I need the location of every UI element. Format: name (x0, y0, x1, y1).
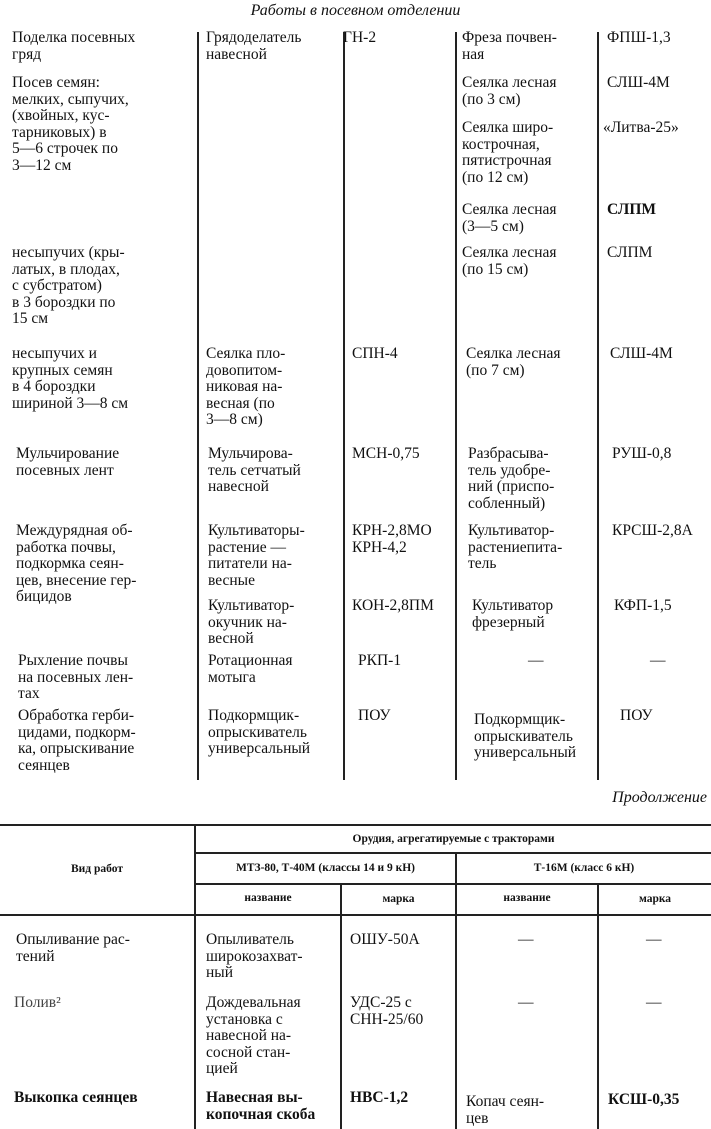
bottom-column-rule-2 (340, 883, 342, 1129)
name-cell-1: Опыливатель широкозахват- ный (206, 931, 303, 981)
name-cell-2: Сеялка широ- кострочная, пятистрочная (по 12 см) (462, 119, 554, 186)
name-cell-2: Разбрасыва- тель удобре- ний (приспо- собленный) (468, 445, 555, 512)
name-cell-1: Культиваторы- растение — питатели на- весные (208, 522, 305, 589)
work-cell: несыпучих (кры- латых, в плодах, с субстратом) в 3 бороздки по 15 см (12, 244, 125, 327)
header-mid-rule (194, 852, 711, 854)
mark-cell-1: ПОУ (358, 707, 391, 724)
work-cell: Полив² (14, 994, 61, 1011)
header-work-type: Вид работ (71, 863, 123, 875)
name-cell-1: Сеялка пло- довопитом- никовая на- весная (по 3—8 см) (206, 345, 286, 428)
name-cell-2: Фреза почвен- ная (462, 29, 557, 63)
mark-cell-1: НВС-1,2 (350, 1089, 409, 1106)
name-cell-1: Культиватор- окучник на- весной (208, 597, 295, 647)
mark-cell-1: УДС-25 с СНН-25/60 (350, 994, 424, 1028)
mark-cell-2: КРСШ-2,8А (612, 522, 693, 539)
name-cell-2: — (528, 652, 544, 669)
name-cell-1: Подкормщик- опрыскиватель универсальный (208, 707, 311, 757)
mark-cell-2: — (650, 652, 666, 669)
header-tractor-1: МТЗ-80, Т-40М (классы 14 и 9 кН) (235, 862, 416, 874)
bottom-column-rule-4 (597, 883, 599, 1129)
header-group: Орудия, агрегатируемые с тракторами (352, 833, 555, 845)
mark-cell-2: СЛШ-4М (607, 74, 670, 91)
work-cell: Посев семян: мелких, сыпучих, (хвойных, кус- тарниковых) в 5—6 строчек по 3—12 см (12, 74, 129, 174)
name-cell-2: Сеялка лесная (по 3 см) (462, 74, 557, 108)
top-column-rule-4 (597, 32, 599, 780)
name-cell-1: Грядоделатель навесной (206, 29, 302, 63)
work-cell: Поделка посевных гряд (12, 29, 136, 63)
mark-cell-1: МСН-0,75 (352, 445, 420, 462)
mark-cell-2: СЛШ-4М (610, 345, 673, 362)
mark-cell-2: — (646, 994, 662, 1011)
work-cell: Обработка герби- цидами, подкорм- ка, опрыскивание сеянцев (18, 707, 136, 774)
name-cell-2: Культиватор- растениепита- тель (468, 522, 563, 572)
header-mark-2: марка (638, 893, 672, 905)
section-title: Работы в посевном отделении (250, 2, 461, 19)
name-cell-1: Навесная вы- копочная скоба (206, 1089, 316, 1123)
header-top-rule (0, 824, 711, 826)
mark-cell-1: РКП-1 (358, 652, 402, 669)
work-cell: Междурядная об- работка почвы, подкормка сеян- цев, внесение гер- бицидов (16, 522, 137, 605)
mark-cell-2: ФПШ-1,3 (607, 29, 671, 46)
mark-cell-2: ПОУ (620, 707, 653, 724)
mark-cell-2: СЛПМ (607, 244, 653, 261)
work-cell: Мульчирование посевных лент (16, 445, 120, 479)
name-cell-2: Копач сеян- цев (466, 1093, 545, 1127)
name-cell-2: — (518, 994, 534, 1011)
work-cell: Выкопка сеянцев (14, 1089, 138, 1106)
mark-cell-2: КСШ-0,35 (608, 1091, 680, 1108)
name-cell-2: — (518, 931, 534, 948)
mark-cell-2: СЛПМ (607, 201, 657, 218)
header-bottom-rule (0, 914, 711, 916)
mark-cell-1: ГН-2 (343, 29, 377, 46)
top-column-rule-2 (343, 32, 345, 780)
mark-cell-1: КРН-2,8МО КРН-4,2 (352, 522, 432, 556)
mark-cell-1: КОН-2,8ПМ (352, 597, 434, 614)
mark-cell-2: — (646, 931, 662, 948)
name-cell-2: Культиватор фрезерный (472, 597, 554, 631)
name-cell-2: Сеялка лесная (3—5 см) (462, 201, 557, 235)
top-column-rule-1 (197, 32, 199, 780)
mark-cell-2: РУШ-0,8 (612, 445, 672, 462)
work-cell: Опыливание рас- тений (16, 931, 130, 965)
name-cell-1: Ротационная мотыга (208, 652, 293, 686)
top-column-rule-3 (455, 32, 457, 780)
work-cell: несыпучих и крупных семян в 4 бороздки шириной 3—8 см (12, 345, 129, 412)
work-cell: Рыхление почвы на посевных лен- тах (18, 652, 134, 702)
mark-cell-2: «Литва-25» (603, 119, 679, 136)
name-cell-2: Сеялка лесная (по 15 см) (462, 244, 557, 278)
header-mark-1: марка (382, 893, 415, 905)
name-cell-1: Мульчирова- тель сетчатый навесной (208, 445, 301, 495)
header-name-1: название (244, 892, 292, 904)
continuation-label: Продолжение (612, 789, 707, 806)
header-sub-rule (194, 883, 711, 885)
mark-cell-1: СПН-4 (352, 345, 398, 362)
mark-cell-1: ОШУ-50А (350, 931, 420, 948)
header-name-2: название (503, 892, 551, 904)
name-cell-1: Дождевальная установка с навесной на- сосной стан- цией (206, 994, 301, 1077)
mark-cell-2: КФП-1,5 (614, 597, 672, 614)
name-cell-2: Сеялка лесная (по 7 см) (466, 345, 561, 379)
header-tractor-2: Т-16М (класс 6 кН) (533, 862, 635, 874)
name-cell-2: Подкормщик- опрыскиватель универсальный (474, 711, 577, 761)
